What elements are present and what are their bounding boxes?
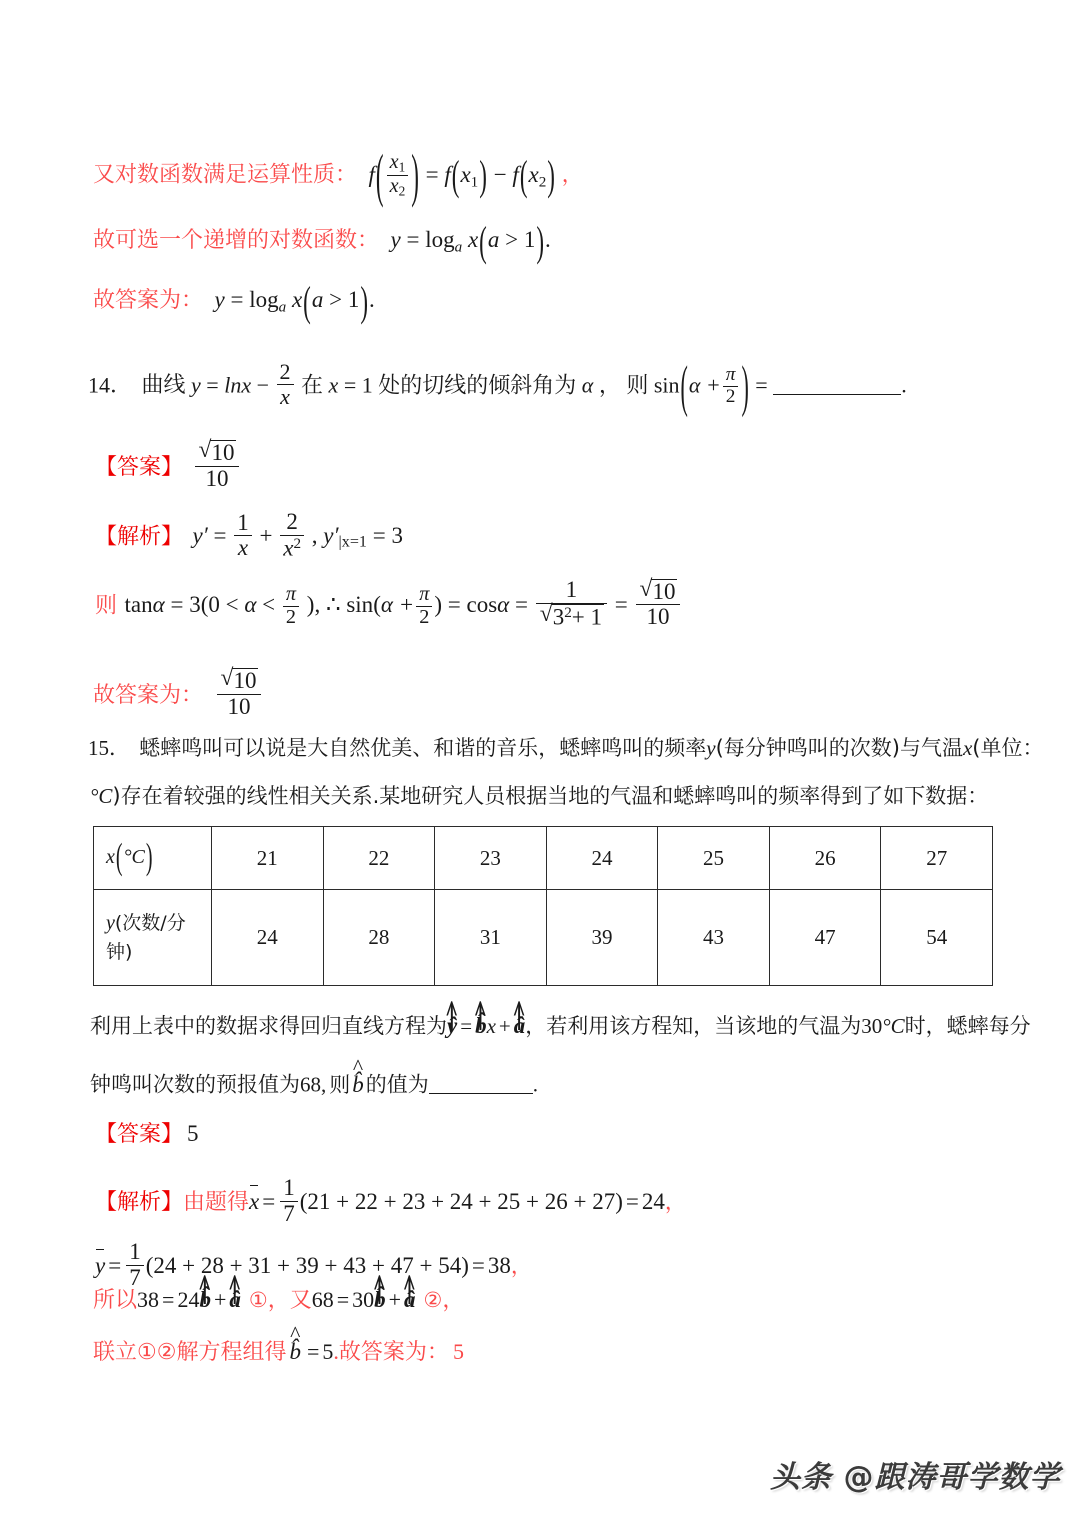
question-15-analysis-prefix: 由题得 [183, 1189, 250, 1215]
q15-final-prefix: 联立 [93, 1340, 138, 1365]
q14-f1-num: 1 [237, 509, 249, 535]
q15-at-temp: 30 [861, 1014, 883, 1038]
q14-l2-frac-num: 1 [565, 577, 578, 602]
question-14-one: 1 [361, 372, 373, 398]
question-15-stem-text-b: (每分钟鸣叫的次数)与气温 [715, 736, 963, 760]
q14-an-eq: = [213, 523, 227, 549]
question-14-two: 2 [723, 386, 739, 408]
q15-ybar: y [95, 1252, 106, 1278]
q14-l2-alpha: α [152, 592, 165, 618]
question-14-answer-label: 【答案】 [95, 454, 184, 480]
question-14-analysis-line-2 [95, 578, 682, 630]
q14-l2-inner-two: 2 [416, 606, 432, 629]
table-cell-y-3: 39 [546, 890, 658, 986]
q15-final-period: . [333, 1339, 339, 1364]
question-15-stem-line-1 [88, 738, 1044, 759]
q15-ybar-sum: (24 + 28 + 31 + 39 + 43 + 47 + 54) [145, 1252, 469, 1278]
q15-final-suffix: 故答案为： [338, 1340, 449, 1365]
q14-an-three: 3 [391, 523, 403, 549]
q14-l2-sqrt-inner: 3 [552, 604, 565, 630]
table-row-y [94, 890, 993, 986]
question-15-analysis-line-3 [93, 1288, 464, 1312]
q15-at-text-a: 利用上表中的数据求得回归直线方程为 [90, 1014, 447, 1038]
question-15-stem-line-2 [90, 786, 988, 807]
q14-eval: |x=1 [338, 533, 367, 551]
q15-eq2-bhat: ^ b̂ | [374, 1288, 386, 1311]
watermark-prefix: 头条 [770, 1460, 832, 1495]
q14-l2-pi: π [285, 583, 297, 606]
question-14-frac-den: x [277, 384, 294, 409]
table-header-y-var: y [106, 911, 115, 934]
q15-ybar-fnum: 1 [129, 1239, 141, 1264]
question-14-final-value [215, 668, 264, 719]
q15-eq2-plus: + [388, 1287, 402, 1312]
q14-final-den: 10 [217, 694, 262, 720]
table-cell-y-1: 28 [323, 890, 435, 986]
question-14-answer-den: 10 [195, 466, 240, 492]
question-15-ybar-math [95, 1239, 511, 1290]
q15-final-value: 5 [322, 1339, 334, 1364]
q15-eq1-mark: ① [248, 1288, 268, 1312]
q15-at-x: x [486, 1014, 496, 1038]
q14-an-plus: + [259, 523, 273, 549]
question-14-answer [95, 440, 241, 492]
question-15-answer-blank[interactable] [429, 1072, 533, 1094]
q15-ybar-eq: = [108, 1252, 122, 1278]
q14-l2-cos: cos [466, 592, 498, 618]
carryover-line-3-prefix: 故答案为： [93, 288, 204, 313]
question-15-stem-text-a: 蟋蟀鸣叫可以说是大自然优美、和谐的音乐，蟋蟀鸣叫的频率 [139, 736, 707, 760]
q14-l2-sin: sin [346, 592, 374, 618]
q15-eq1-plus: + [213, 1287, 227, 1312]
question-14-analysis-line-1 [95, 510, 403, 561]
q15-xbar-value: 24 [641, 1188, 665, 1214]
question-15-degree-c: °C [90, 784, 113, 808]
q14-l2-close: ), [306, 592, 321, 618]
question-14-pi-frac [723, 365, 739, 408]
q14-an-eq2: = [372, 523, 386, 549]
carryover-line-1-prefix: 又对数函数满足运算性质： [93, 162, 358, 188]
question-14-stem-text-2: 在 [301, 373, 324, 399]
q15-at-temp-unit: °C [882, 1014, 905, 1038]
q15-at-text-c: 时，蟋蟀每分 [904, 1014, 1031, 1038]
question-14-frac-num: 2 [279, 359, 291, 384]
question-14-analysis-label: 【解析】 [95, 524, 184, 550]
q15-at2-bhat: ^ b̂ [352, 1073, 364, 1096]
question-14-analysis-math-2: tanα = 3(0 < α < $\frac{\pi}{2}$ ), ∴ sin(α + $\frac{\pi}{2}$ ) = cosα = 1 √ $3^2+ 1$ = √ $\frac{10}{10}$ [125, 592, 683, 617]
question-14-y: y [191, 372, 201, 398]
q14-l2-sqrt-sup: 2 [564, 603, 572, 621]
q14-f2-num: 2 [286, 509, 298, 534]
question-15-answer [95, 1122, 199, 1146]
watermark [770, 1452, 1060, 1496]
question-15-answer-value: 5 [187, 1121, 199, 1146]
q15-ahat: ^ â | [514, 1014, 526, 1037]
table-cell-y-0: 24 [212, 890, 324, 986]
q15-at-eq: = [460, 1014, 473, 1038]
q14-l2-two: 2 [283, 606, 299, 629]
q14-final-num: 10 [233, 668, 257, 693]
question-14-minus: − [256, 372, 270, 398]
question-15-answer-label: 【答案】 [95, 1122, 184, 1147]
table-header-y [94, 890, 212, 986]
q14-l2-inner-alpha: α + [380, 592, 415, 618]
q14-f2-den: x [283, 535, 294, 561]
q15-eq1-ahat: ^ â | [229, 1288, 241, 1311]
table-header-x-var: x [106, 845, 115, 868]
q14-f2-den-sup: 2 [293, 534, 302, 552]
q15-at2-period: . [532, 1072, 538, 1097]
q14-l2-alpha2: α [244, 592, 257, 618]
q15-eq2-lhs: 68 [311, 1287, 334, 1312]
q15-final-mark2: ② [156, 1339, 177, 1364]
q14-l2-lt: < [262, 592, 276, 618]
carryover-line-3-math: $y = \log_a x(a > 1)$. [214, 278, 375, 325]
q14-l2-eq3: = [515, 592, 528, 618]
q15-eq1-eq: = [162, 1287, 175, 1312]
q15-eq2-ahat: ^ â | [404, 1288, 416, 1311]
q15-eq2-eq: = [336, 1287, 350, 1312]
q15-final-mid: 解方程组得 [176, 1340, 287, 1365]
question-14-comma: ， [598, 373, 621, 399]
q15-eq1-lhs: 38 [137, 1287, 160, 1312]
question-14-answer-value [193, 440, 242, 491]
table-cell-y-6: 54 [881, 890, 993, 986]
question-15-y-var: y [706, 736, 716, 760]
question-15-analysis-line-2 [95, 1240, 532, 1291]
question-14-stem-text-4: 则 [626, 373, 649, 399]
question-14-final [93, 668, 263, 720]
table-cell-x-3: 24 [546, 827, 658, 890]
q15-at-plus: + [498, 1014, 511, 1038]
q15-final-bhat: ^ b̂ [290, 1340, 302, 1363]
q15-final-answer: 5 [452, 1339, 464, 1364]
q14-tan: tan [124, 592, 153, 618]
table-cell-y-5: 47 [769, 890, 881, 986]
q15-eq2-mark: ② [423, 1288, 443, 1312]
q15-eq1-coef: 24 [177, 1287, 200, 1312]
table-header-x: x(°C) [94, 827, 212, 890]
table-row-x [94, 827, 993, 890]
table-header-y-unit: (次数/分钟) [106, 911, 186, 963]
table-cell-y-4: 43 [658, 890, 770, 986]
q15-eq2-coef: 30 [352, 1287, 375, 1312]
q14-l2-res-den: 10 [636, 604, 681, 630]
q15-eq1 [137, 1287, 241, 1312]
q15-xbar-comma: ， [664, 1189, 686, 1214]
q15-ybar-eq2: = [471, 1252, 485, 1278]
carryover-line-3 [93, 278, 375, 325]
table-cell-x-5: 26 [769, 827, 881, 890]
q14-l2-eq: = [170, 592, 184, 618]
question-14-eq2: = [343, 372, 357, 398]
q15-xbar: x [249, 1188, 260, 1214]
q15-ybar-fden: 7 [126, 1265, 144, 1291]
q14-l2-eq2: = [447, 592, 461, 618]
question-14-analysis-math-1 [192, 509, 403, 561]
question-15-after-table-line-2 [90, 1072, 538, 1096]
q14-f1-den: x [234, 535, 252, 561]
q14-line2-ze: 则 [95, 593, 118, 619]
q15-final-mark1: ① [137, 1339, 157, 1364]
carryover-line-1-comma: ， [561, 162, 583, 187]
table-cell-x-0: 21 [212, 827, 324, 890]
question-14-stem-text-1: 曲线 [141, 373, 186, 399]
carryover-line-1-math: f( $\frac{x1}{x2}$ ) = f(x1) − f(x2) [368, 143, 555, 209]
question-15-x-var: x [962, 736, 973, 760]
q14-yprime2: y′ [323, 523, 339, 549]
q15-at2-text-b: 则 [329, 1072, 351, 1097]
question-14-frac [277, 360, 294, 409]
question-14-eq: = [206, 372, 219, 398]
question-15-xbar-math [249, 1175, 665, 1226]
table-cell-x-2: 23 [435, 827, 547, 890]
watermark-handle: 跟涛哥学数学 [874, 1460, 1061, 1495]
cricket-data-table [93, 826, 993, 986]
q15-bhat: ^ b̂ | [475, 1014, 487, 1037]
q15-xbar-eq2: = [625, 1188, 639, 1214]
question-14-answer-num: 10 [211, 440, 235, 465]
question-15-analysis-label: 【解析】 [95, 1189, 184, 1215]
question-14-alpha: α [581, 372, 594, 398]
table-cell-y-2: 31 [435, 890, 547, 986]
question-14-period: . [901, 372, 907, 398]
q15-ybar-comma: ， [510, 1253, 532, 1278]
q14-l2-three: 3(0 < [189, 592, 239, 618]
q14-yprime: y′ [192, 523, 208, 549]
question-14-stem-text-3: 处的切线的倾斜角为 [378, 373, 577, 399]
q15-ybar-value: 38 [487, 1252, 511, 1278]
q14-l2-inner-pi: π [419, 583, 430, 606]
question-14-sin: sin [653, 372, 680, 398]
q14-l2-eq4: = [614, 592, 628, 618]
table-header-x-unit: °C [123, 845, 145, 868]
question-14-eq3: = [755, 372, 768, 398]
q15-eq-end: ， [442, 1288, 465, 1313]
question-14-ln: lnx [224, 372, 252, 398]
q15-xbar-sum: (21 + 22 + 23 + 24 + 25 + 26 + 27) [299, 1188, 623, 1214]
q15-eq-prefix: 所以 [93, 1288, 138, 1313]
question-14-number: 14． [88, 372, 133, 398]
question-14-answer-blank[interactable] [773, 372, 901, 395]
question-15-number: 15． [88, 736, 130, 760]
q15-final-eq: = [307, 1339, 320, 1364]
carryover-line-2-prefix: 故可选一个递增的对数函数： [93, 228, 380, 253]
q15-at-text-b: ，若利用该方程知，当该地的气温为 [525, 1014, 862, 1038]
carryover-line-2-math: $y = \log_a x(a > 1)$. [390, 218, 551, 265]
question-15-final-line [93, 1340, 464, 1364]
q15-xbar-fden: 7 [280, 1201, 298, 1227]
carryover-line-2 [93, 218, 551, 265]
table-cell-x-4: 25 [658, 827, 770, 890]
q14-l2-sqrt-plus1: + 1 [571, 604, 603, 630]
question-15-after-table-line-1 [90, 1014, 1031, 1037]
q14-l2-res-num: 10 [652, 578, 676, 604]
question-14-x: x [328, 372, 339, 398]
q15-xbar-eq: = [262, 1188, 276, 1214]
q15-at2-text-c: 的值为 [365, 1072, 429, 1097]
q15-yhat: ^ ŷ | [447, 1014, 457, 1037]
q15-eq-mid: ，又 [267, 1288, 312, 1313]
question-14-inner-alpha: α + [688, 372, 721, 398]
carryover-line-1 [93, 143, 583, 209]
q15-xbar-fnum: 1 [283, 1175, 295, 1200]
question-15-stem-text-c: (单位： [972, 736, 1044, 760]
q15-eq2 [312, 1287, 416, 1312]
question-14-pi: π [725, 364, 736, 386]
watermark-at-icon: @ [843, 1460, 875, 1495]
q14-an-comma: , [311, 523, 318, 549]
q15-at2-text-a: 钟鸣叫次数的预报值为 [90, 1072, 300, 1097]
q15-eq1-bhat: ^ b̂ | [199, 1288, 211, 1311]
q14-l2-alpha3: α [497, 592, 510, 618]
table-cell-x-1: 22 [323, 827, 435, 890]
question-15-analysis-line-1 [95, 1176, 686, 1227]
question-14-stem: 14． 曲线 y = lnx − $\frac{2}{x}$ 在 x = 1 处的切线的倾斜角为 α ， 则 sin(α + $\frac{\pi}{2}$ ) = . [88, 353, 907, 419]
q15-at2-pred: 68, [300, 1072, 327, 1097]
q14-l2-therefore: ∴ [325, 592, 341, 618]
table-cell-x-6: 27 [881, 827, 993, 890]
question-14-final-prefix: 故答案为： [93, 682, 204, 708]
question-15-stem-text-d: )存在着较强的线性相关关系.某地研究人员根据当地的气温和蟋蟀鸣叫的频率得到了如下数据： [112, 784, 989, 808]
